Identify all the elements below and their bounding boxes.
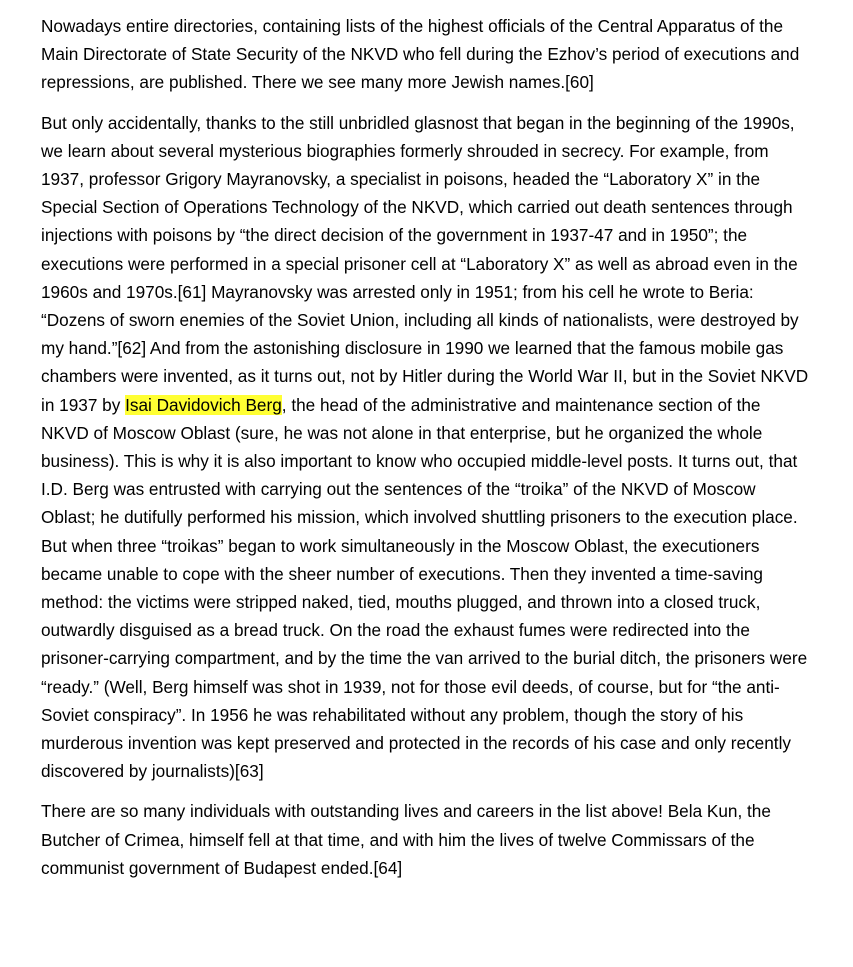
paragraph-2-text-before: But only accidentally, thanks to the still unbridled glasnost that began in the beginning of the 1990s, we learn about several mysterious biographies formerly shrouded in secrecy. For example, from 1937, professor Grigory Mayranovsky, a specialist in poisons, headed the “Laboratory X” in the Special Section of Operations Technology of the NKVD, which carried out death sentences through injections with poisons by “the direct decision of the government in 1937-47 and in 1950”; the executions were performed in a special prisoner cell at “Laboratory X” as well as abroad even in the 1960s and 1970s.[61] Mayranovsky was arrested only in 1951; from his cell he wrote to Beria: “Dozens of sworn enemies of the Soviet Union, including all kinds of nationalists, were destroyed by my hand.”[62] And from the astonishing disclosure in 1990 we learned that the famous mobile gas chambers were invented, as it turns out, not by Hitler during the World War II, but in the Soviet NKVD in 1937 by bbox=[41, 112, 809, 415]
highlighted-name: Isai Davidovich Berg bbox=[125, 394, 282, 415]
paragraph-2 bbox=[41, 109, 811, 786]
paragraph-2-text-after: , the head of the administrative and maintenance section of the NKVD of Moscow Oblast (sure, he was not alone in that enterprise, but he organized the whole business). This is why it is also important to know who occupied middle-level posts. It turns out, that I.D. Berg was entrusted with carrying out the sentences of the “troika” of the NKVD of Moscow Oblast; he dutifully performed his mission, which involved shuttling prisoners to the execution place. But when three “troikas” began to work simultaneously in the Moscow Oblast, the executioners became unable to cope with the sheer number of executions. Then they invented a time-saving method: the victims were stripped naked, tied, mouths plugged, and thrown into a closed truck, outwardly disguised as a bread truck. On the road the exhaust fumes were redirected into the prisoner-carrying compartment, and by the time the van arrived to the burial ditch, the prisoners were “ready.” (Well, Berg himself was shot in 1939, not for those evil deeds, of course, but for “the anti-Soviet conspiracy”. In 1956 he was rehabilitated without any problem, though the story of his murderous invention was kept preserved and protected in the records of his case and only recently discovered by journalists)[63] bbox=[41, 394, 808, 782]
paragraph-1: Nowadays entire directories, containing lists of the highest officials of the Central Apparatus of the Main Directorate of State Security of the NKVD who fell during the Ezhov’s period of executions and repressions, are published. There we see many more Jewish names.[60] bbox=[41, 16, 800, 93]
paragraph-3: There are so many individuals with outstanding lives and careers in the list above! Bela Kun, the Butcher of Crimea, himself fell at that time, and with him the lives of twelve Commissars of the communist government of Budapest ended.[64] bbox=[41, 801, 771, 878]
document-page bbox=[41, 12, 811, 894]
